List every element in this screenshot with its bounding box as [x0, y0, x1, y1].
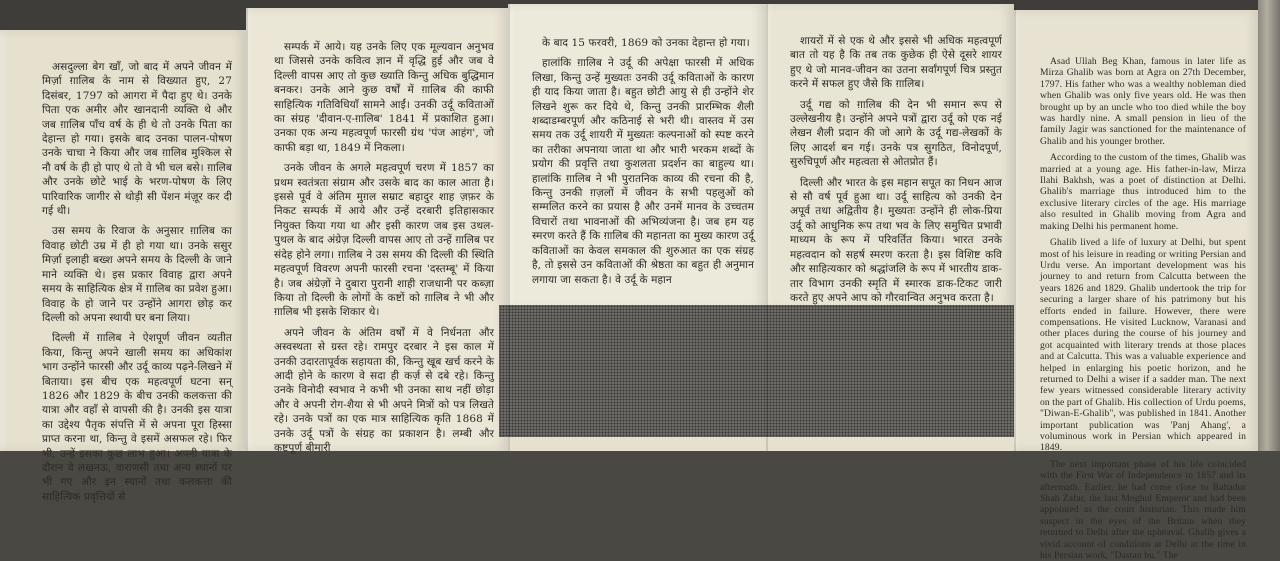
- paragraph: उनके जीवन के अगले महत्वपूर्ण चरण में 1857 का प्रथम स्वतंत्रता संग्राम और उसके बाद का काल आता है। इससे पूर्व वे अंतिम मुग़ल सम्राट बहादुर शाह ज़फ़र के निकट सम्पर्क में आये और उन्हें दरबारी इतिहासकार नियुक्त किया गया था और इसी कारण जब इस उथल-पुथल के बाद अंग्रेज़ दिल्ली वापस आए तो उन्हें ग़ालिब पर संदेह होने लगा। ग़ालिब ने उस समय की दिल्ली की स्थिति महत्वपूर्ण विवरण अपनी फारसी रचना 'दस्तम्बू' में किया है। जब अंग्रेज़ों ने दुबारा पुरानी शाही राजधानी पर कब्ज़ा किया तो दिल्ली के लोगों के कष्टों को ग़ालिब ने भी और ग़ालिब भी इसके शिकार थे।: [274, 162, 494, 319]
- booklet-spine-edge: [1258, 0, 1280, 451]
- hindi-panel-2: [246, 8, 508, 454]
- paragraph: Asad Ullah Beg Khan, famous in later life as Mirza Ghalib was born at Agra on 27th December, 1797. His father who was a wealthy nobleman died when Ghalib was only five years old. He was then brought up by an uncle who too died while the boy was hardly nine. A small pension in lieu of the family Jagir was sanctioned for the maintenance of Ghalib and his younger brother.: [1040, 56, 1246, 147]
- paragraph: हालांकि ग़ालिब ने उर्दू की अपेक्षा फारसी में अधिक लिखा, किन्तु उन्हें मुख्यतः उनकी उर्दू कविताओं के कारण ही याद किया जाता है। बहुत छोटी आयु से ही उन्होंने शेर लिखने शुरू कर दिये थे, किन्तु उनकी प्रारम्भिक शैली शब्दाडम्बरपूर्ण और कठिनाई से भरी थी। वास्तव में उस समय तक उर्दू शायरी में मुख्यतः कल्पनाओं को स्पष्ट करने का तरीका अपनाया जाता था और भारी भरकम शब्दों के प्रयोग की प्रवृत्ति तथा कुशलता प्रदर्शन का बाहुल्य था। हालांकि ग़ालिब ने भी पुरातनिक काव्य की रचना की है, किन्तु उनकी ग़ज़लों में जीवन के सभी पहलुओं को सम्मलित करने का प्रयास है और उनमें मानव के उच्चतम विचारों तथा भावनाओं की अभिव्यंजना है। जब हम यह स्मरण करते हैं कि ग़ालिब की महानता का मुख्य कारण उर्दू कविताओं का केवल समकाल की शुरुआत का एक संग्रह है, तो इससे उन कविताओं की श्रेष्ठता का बहुत ही अनुमान लगाया जा सकता है। वे उर्दू के महान: [532, 57, 754, 286]
- paragraph: उस समय के रिवाज के अनुसार ग़ालिब का विवाह छोटी उम्र में ही हो गया था। उनके ससुर मिर्ज़ा इलाही बख्श अपने समय के दिल्ली के जाने माने व्यक्ति थे। इस प्रकार विवाह द्वारा अपने समय के साहित्यिक क्षेत्र में ग़ालिब का प्रवेश हुआ। विवाह के हो जाने पर उन्होंने आगरा छोड़ कर दिल्ली को अपना स्थायी घर बना लिया।: [42, 225, 232, 324]
- paragraph: The next important phase of his life coincided with the First War of Independence in 1857 and its aftermath. Earlier, he had come close to Bahadur Shah Zafar, the last Moghul Emperor and had been appointed as the court historian. This made him suspect in the eyes of the Britain when they returned to Delhi after the upheaval. Ghalib gives a vivid account of conditions at Delhi at the time in his Persian work, "Dastan bu." The: [1040, 458, 1246, 561]
- paragraph: असदुल्ला बेग खाँ, जो बाद में अपने जीवन में मिर्ज़ा ग़ालिब के नाम से विख्यात हुए, 27 दिसंबर, 1797 को आगरा में पैदा हुए थे। उनके पिता एक अमीर और खानदानी व्यक्ति थे और जब ग़ालिब पाँच वर्ष के ही थे तो उनके पिता का देहान्त हो गया। इसके बाद उनका पालन-पोषण उनके चाचा ने किया और जब ग़ालिब मुश्किल से नौ वर्ष के ही हो पाए थे तो वे भी चल बसे। ग़ालिब और उनके छोटे भाई के भरण-पोषण के लिए पारिवारिक जागीर से थोड़ी सी पेंशन मंज़ूर कर दी गई थी।: [42, 61, 232, 218]
- fold-line: [508, 4, 510, 451]
- paragraph: दिल्ली और भारत के इस महान सपूत का निधन आज से सौ वर्ष पूर्व हुआ था। उर्दू साहित्य को उनकी देन अपूर्व तथा अद्वितीय है। मुख्यतः उन्होंने ही लोक-प्रिया उर्दू को आधुनिक रूप तथा भव के लिए समुचित प्रभावी माध्यम के रूप में परिवर्तित किया। भारत उनके महत्वदान को सहर्ष स्मरण करता है। इस विशिष्ट कवि और साहित्यकार को श्रद्धांजलि के रूप में भारतीय डाक-तार विभाग उनकी स्मृति में स्मारक डाक-टिकट जारी करते हुए अपने आप को गौरवान्वित अनुभव करता है।: [790, 176, 1002, 304]
- paragraph: According to the custom of the times, Ghalib was married at a young age. His father-in-law, Mirza Ilahi Bakhsh, was a poet of distinction at Delhi. Ghalib's marriage thus introduced him to the exclusive literary circles of the age. His marriage also resulted in Ghalib moving from Agra and making Delhi his permanent home.: [1040, 152, 1246, 232]
- fold-line: [766, 4, 768, 451]
- halftone-texture-block: [499, 305, 1017, 437]
- fold-line: [1014, 8, 1016, 451]
- paragraph: सम्पर्क में आये। यह उनके लिए एक मूल्यवान अनुभव था जिससे उनके कवित्व ज्ञान में वृद्धि हुई और जब वे दिल्ली वापस आए तो कुछ ख्याति किन्तु अधिक बुद्धिमान बनकर। उनके आने कुछ वर्षों में ग़ालिब की काफी साहित्यिक गतिविधियाँ सामने आईं। उनकी उर्दू कविताओं का संग्रह 'दीवान-ए-ग़ालिब' 1841 में प्रकाशित हुआ। उनका एक अन्य महत्वपूर्ण फारसी ग्रंथ 'पंज आहंग', जो काफी बड़ा था, 1849 में निकला।: [274, 41, 494, 154]
- english-panel: [1014, 10, 1260, 561]
- hindi-panel-4: [766, 4, 1014, 310]
- paragraph: उर्दू गद्य को ग़ालिब की देन भी समान रूप से उल्लेखनीय है। उन्होंने अपने पत्रों द्वारा उर्दू को एक नई लेखन शैली प्रदान की जो आगे के उर्दू गद्य-लेखकों के लिए आदर्श बन गई। उनके पत्र सुगठित, विनोदपूर्ण, सुरुचिपूर्ण और महत्वता से ओतप्रोत हैं।: [790, 98, 1002, 169]
- hindi-panel-1: [0, 30, 246, 503]
- paragraph: शायरों में से एक थे और इससे भी अधिक महत्वपूर्ण बात तो यह है कि तब तक कुछेक ही ऐसे दूसरे शायर हुए थे जो मानव-जीवन का उतना सर्वांगपूर्ण चित्र प्रस्तुत करने में सफल हुए जैसे कि ग़ालिब।: [790, 35, 1002, 91]
- paragraph: दिल्ली में ग़ालिब ने ऐशपूर्ण जीवन व्यतीत किया, किन्तु अपने खाली समय का अधिकांश भाग उन्होंने फारसी और उर्दू काव्य पढ़ने-लिखने में बिताया। इस बीच एक महत्वपूर्ण घटना सन् 1826 और 1829 के बीच उनकी कलकत्ता की यात्रा और वहाँ से वापसी की है। उनकी इस यात्रा का उद्देश्य पैतृक संपत्ति में से अपना पूरा हिस्सा प्राप्त करना था, किन्तु वे इसमें असफल रहे। फिर भी, उन्हें इसका कुछ लाभ हुआ। अपनी यात्रा के दौरान वे लखनऊ, वाराणसी तथा अन्य स्थानों पर भी गए और इन स्थानों तथा कलकत्ता की साहित्यिक प्रवृत्तियों से: [42, 332, 232, 503]
- hindi-panel-3: [508, 4, 766, 310]
- fold-line: [246, 8, 248, 451]
- paragraph: Ghalib lived a life of luxury at Delhi, but spent most of his leisure in reading or writing Persian and Urdu verse. An important development was his journey to and return from Calcutta between the years 1826 and 1829. Ghalib undertook the trip for securing a larger share of his patrimony but his efforts ended in failure. However, there were compensations. He visited Lucknow, Varanasi and other places during the course of his journey and got acquainted with literary trends at those places and at Calcutta. This was a valuable experience and helped in enlarging his poetic horizon, and he returned to Delhi a wiser if a sadder man. The next few years witnessed considerable literary activity on the part of Ghalib. His collection of Urdu poems, "Diwan-E-Ghalib", was published in 1841. Another important publication was 'Panj Ahang', a voluminous work in Persian which appeared in 1849.: [1040, 237, 1246, 454]
- paragraph: अपने जीवन के अंतिम वर्षों में वे निर्धनता और अस्वस्थता से ग्रस्त रहे। रामपुर दरबार ने इस काल में उनकी उदारतापूर्वक सहायता की, किन्तु खूब खर्च करने के आदी होने के कारण वे सदा ही कर्ज़ से दबे रहे। किन्तु उनके विनोदी स्वभाव ने कभी भी उनका साथ नहीं छोड़ा और वे अपनी रोग-शैया से भी अपने मित्रों को पत्र लिखते रहे। उनके पत्रों का एक मात्र साहित्यिक कृति 1868 में उनके उर्दू पत्रों के संग्रह का प्रकाशन है। लम्बी और कष्टपूर्ण बीमारी: [274, 326, 494, 454]
- paragraph: के बाद 15 फरवरी, 1869 को उनका देहान्त हो गया।: [542, 37, 750, 49]
